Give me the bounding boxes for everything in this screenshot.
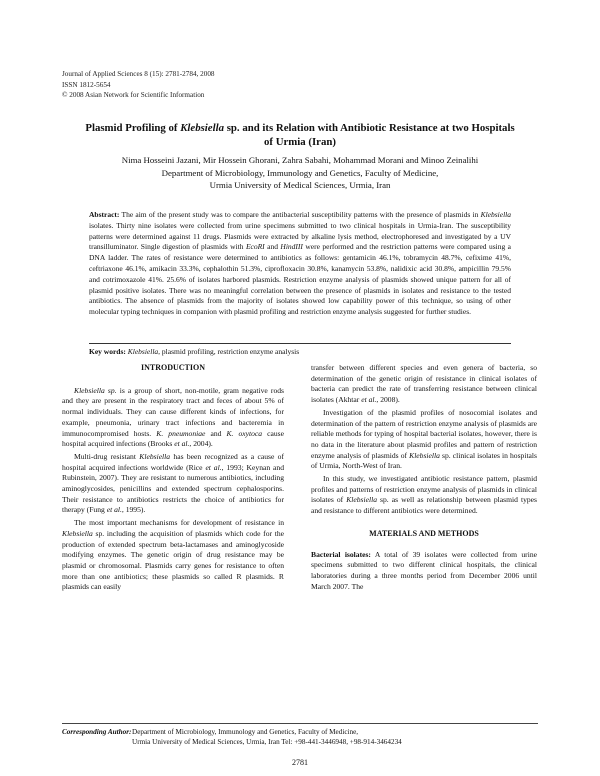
- intro-text: , 1995).: [121, 505, 146, 515]
- right-paragraph-1: [311, 363, 537, 406]
- body-etal: et al.: [361, 395, 377, 405]
- paper-title: [80, 121, 520, 149]
- body-text: Investigation of the plasmid profiles of nosocomial isolates and determination of the pattern of restriction enzyme analysis of plasmids are reliable methods for typing of hospital bacterial isolates, however, there is no data in the literature about plasmid profiles and pattern of restriction enzyme analysis of plasmids of: [311, 407, 537, 460]
- keywords-top-rule: [89, 343, 511, 344]
- title-part-1: Plasmid Profiling of: [85, 122, 181, 134]
- corresponding-line-1: Department of Microbiology, Immunology and Genetics, Faculty of Medicine,: [132, 728, 359, 736]
- abstract-text-2: isolates. Thirty nine isolates were collected from urine specimens submitted to two clinical hospitals in Urmia-Iran. The susceptibility patterns were determined against 11 drugs. Plasmids were extracted by alkaline lysis method, electrophoresed and investigated by a UV transilluminator. Single digestion of plasmids with: [89, 220, 511, 252]
- intro-text: cause hospital acquired infections (Brooks: [62, 428, 285, 449]
- body-text: sp. as well as relationship between plasmid types and resistance to different antibiotics were determined.: [311, 495, 537, 516]
- methods-paragraph-1: [311, 550, 537, 593]
- intro-genus: Klebsiella: [62, 528, 93, 538]
- page-number: 2781: [292, 758, 308, 767]
- keyword-genus: Klebsiella: [125, 347, 159, 356]
- corresponding-details: [132, 727, 537, 747]
- abstract-genus: Klebsiella: [480, 210, 511, 219]
- body-text: transfer between different species and even genera of bacteria, so determination of the genetic origin of resistance in clinical isolates of bacteria can predict the rate of transferring resistance between clinical isolates (Akhtar: [311, 363, 537, 405]
- abstract-text-3: and: [264, 242, 281, 252]
- journal-copyright: © 2008 Asian Network for Scientific Information: [62, 91, 205, 99]
- title-part-2: sp. and its Relation with Antibiotic Resistance at two Hospitals of Urmia (Iran): [224, 122, 515, 148]
- abstract-enzyme-1: EcoRI: [245, 242, 265, 252]
- journal-issn: ISSN 1812-5654: [62, 80, 111, 89]
- intro-text: , 1993; Keynan and Rubinstein, 2007). They are resistant to numerous antibiotics, including aminoglycosides, penicillins and extended spectrum cephalosporins. Their resistance to antibiotics restricts the choice of antibiotics for therapy (Fung: [62, 462, 285, 515]
- right-paragraph-2: [311, 408, 537, 472]
- body-text: A total of 39 isolates were collected from urine specimens submitted to two different clinical hospitals, the clinical laboratories during a three months period from December 2006 until March 2007. The: [311, 549, 537, 591]
- left-column: [62, 363, 284, 593]
- methods-heading: MATERIALS AND METHODS: [369, 528, 479, 538]
- intro-etal: et al.: [205, 462, 222, 472]
- author-names: Nima Hosseini Jazani, Mir Hossein Ghorani, Zahra Sabahi, Mohammad Morani and Minoo Zeinalihi: [121, 155, 479, 165]
- intro-species-2: K. oxytoca: [226, 428, 263, 438]
- intro-etal: et al.: [174, 439, 190, 449]
- body-genus: Klebsiella: [346, 495, 377, 505]
- intro-text: Multi-drug resistant: [74, 451, 140, 461]
- subsection-label: Bacterial isolates:: [311, 549, 371, 559]
- authors-block: [80, 154, 520, 192]
- intro-species-1: K. pneumoniae: [156, 428, 206, 438]
- keywords-label: Key words:: [89, 347, 126, 356]
- abstract-text-1: The aim of the present study was to compare the antibacterial susceptibility patterns with the presence of plasmids in: [119, 210, 481, 219]
- intro-text: has been recognized as a cause of hospital acquired infections worldwide (Rice: [62, 451, 284, 472]
- journal-citation: Journal of Applied Sciences 8 (15): 2781-2784, 2008: [62, 70, 215, 78]
- intro-etal: et al.: [106, 505, 122, 515]
- author-department: Department of Microbiology, Immunology and Genetics, Faculty of Medicine,: [161, 167, 439, 178]
- abstract: [89, 210, 511, 318]
- corresponding-label: Corresponding Author:: [62, 728, 132, 736]
- author-university: Urmia University of Medical Sciences, Urmia, Iran: [209, 180, 391, 190]
- title-genus: Klebsiella: [180, 122, 225, 134]
- corresponding-author: [62, 727, 542, 747]
- intro-text: and: [205, 428, 227, 438]
- intro-text: sp. including the acquisition of plasmids which code for the production of extended spectrum beta-lactamases and aminoglycoside modifying enzymes. The genetic origin of drug resistance may be plasmid or chromosomal. Plasmids carry genes for resistance to often more than one antibiotics; these plasmids so called R plasmids. R plasmids can easily: [62, 528, 284, 592]
- abstract-enzyme-2: HindIII: [280, 242, 303, 252]
- intro-paragraph-2: [62, 452, 284, 516]
- intro-text: is a group of short, non-motile, gram negative rods and they are present in the respiratory tract and feces of about 5% of normal individuals. They can cause different kinds of infections, for example, pneumonia, urinary tract infections and bacteremia in immunocompromised hosts.: [62, 385, 285, 438]
- keywords-rest: , plasmid profiling, restriction enzyme analysis: [158, 347, 300, 356]
- intro-text: The most important mechanisms for development of resistance in: [74, 518, 284, 528]
- abstract-text-4: were performed and the restriction patterns were compared using a DNA ladder. The rates of resistance were determined to antibiotics as follows: gentamicin 46.1%, tobramycin 48.7%, cefixime 41%, ceftriaxone 46.1%, amikacin 33.3%, cephalothin 51.3%, ciprofloxacin 30.8%, kanamycin 53.8%, nalidixic acid 30.8%, ampicillin 79.5% and cotrimoxazole 41%. 25.6% of isolates harbored plasmids. Restriction enzyme analysis of plasmids showed unique pattern for all of plasmid positive isolates. There was no meaningful correlation between the presence of plasmids in isolates and resistance to the tested antibiotics. The absence of plasmids from the majority of isolates showed low capability power of this technique, so using of other molecular typing techniques in companion with plasmid profiling and restriction enzyme analysis suggested for further studies.: [89, 242, 511, 317]
- right-paragraph-3: [311, 474, 537, 517]
- body-text: sp. clinical isolates in hospitals of Urmia, North-West of Iran.: [311, 450, 537, 471]
- body-text: , 2008).: [376, 395, 400, 405]
- journal-header: [62, 69, 215, 101]
- abstract-label: Abstract:: [89, 210, 120, 219]
- intro-text: , 2004).: [189, 439, 213, 449]
- right-column: [311, 363, 537, 592]
- intro-genus: Klebsiella: [139, 451, 171, 461]
- body-genus: Klebsiella: [409, 450, 440, 460]
- corresponding-line-2: Urmia University of Medical Sciences, Urmia, Iran Tel: +98-441-3446948, +98-914-3464234: [132, 738, 402, 746]
- intro-paragraph-1: [62, 386, 284, 450]
- intro-paragraph-3: [62, 518, 284, 593]
- body-text: In this study, we investigated antibiotic resistance pattern, plasmid profiles and patterns of restriction enzyme analysis of plasmids in clinical isolates of: [311, 474, 537, 505]
- footnote-rule: [62, 723, 538, 724]
- keywords: [89, 347, 511, 357]
- introduction-heading: INTRODUCTION: [140, 363, 205, 372]
- intro-genus: Klebsiella sp.: [74, 385, 117, 395]
